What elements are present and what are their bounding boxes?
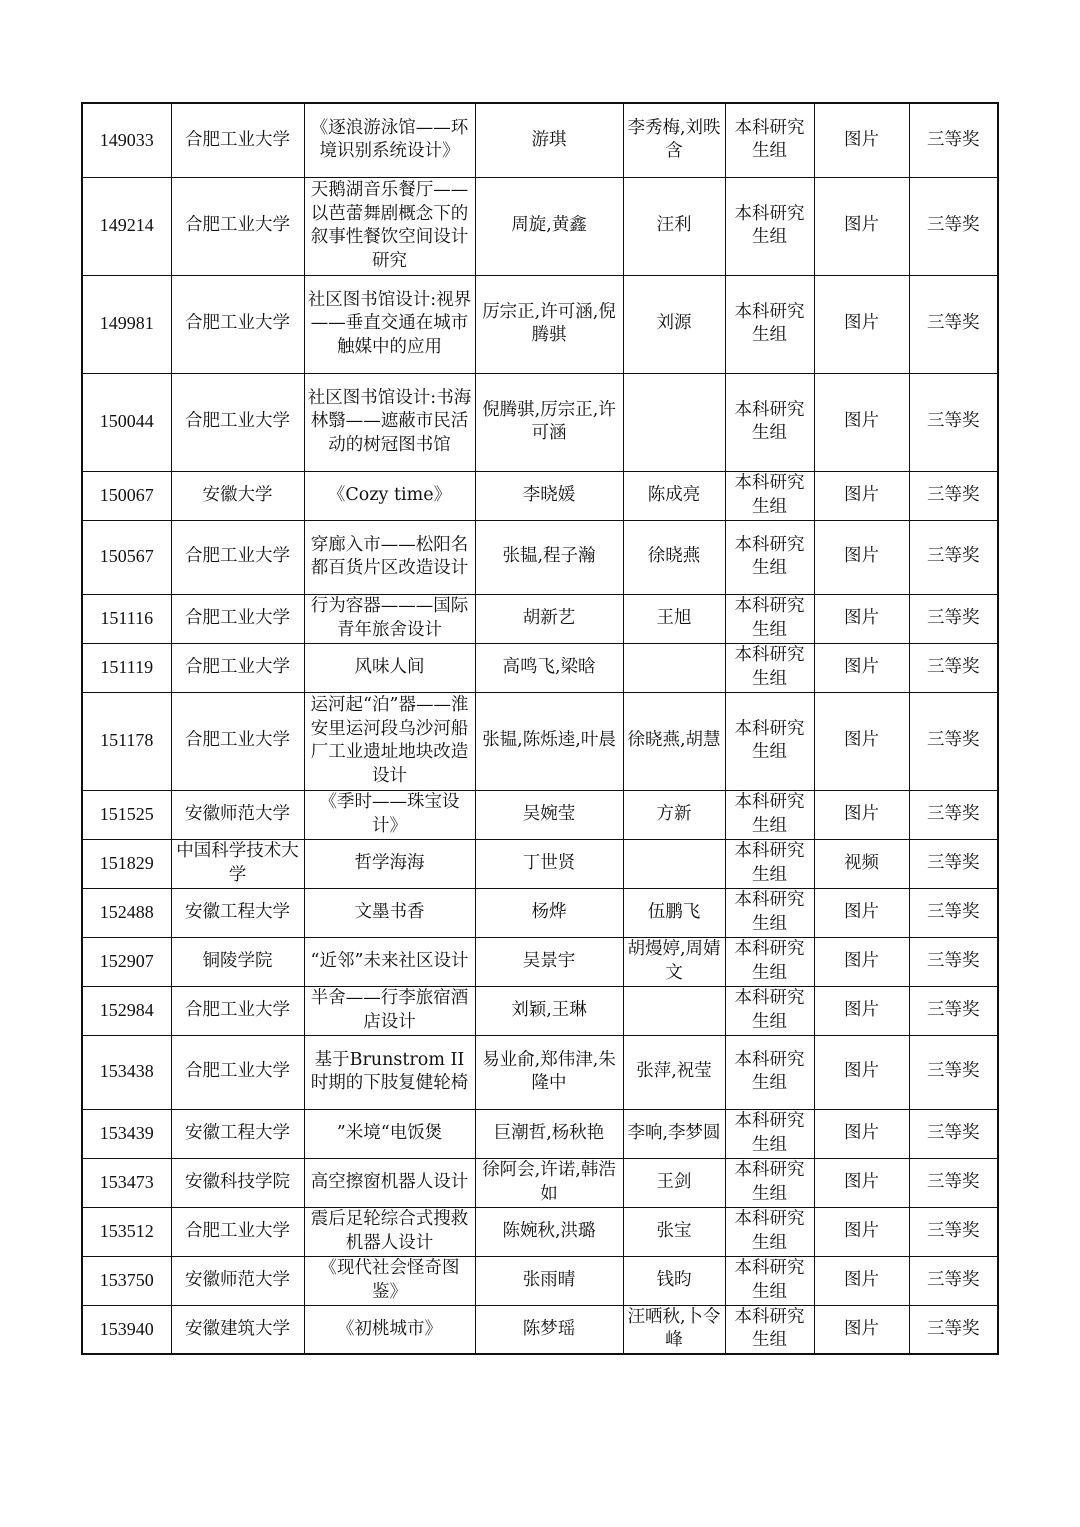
cell-work-title: 《季时——珠宝设计》 <box>304 790 475 839</box>
cell-advisor: 张萍,祝莹 <box>623 1035 725 1109</box>
cell-work-title: 基于Brunstrom II时期的下肢复健轮椅 <box>304 1035 475 1109</box>
cell-school: 安徽建筑大学 <box>171 1305 304 1354</box>
cell-group: 本科研究生组 <box>725 520 814 594</box>
cell-award: 三等奖 <box>909 594 998 643</box>
cell-authors: 李晓媛 <box>475 471 623 520</box>
cell-group: 本科研究生组 <box>725 1035 814 1109</box>
cell-authors: 张韫,陈烁逵,叶晨 <box>475 692 623 790</box>
cell-school: 铜陵学院 <box>171 937 304 986</box>
cell-media-type: 图片 <box>814 373 909 471</box>
cell-group: 本科研究生组 <box>725 937 814 986</box>
cell-group: 本科研究生组 <box>725 1207 814 1256</box>
cell-advisor: 徐晓燕,胡慧 <box>623 692 725 790</box>
cell-advisor: 王旭 <box>623 594 725 643</box>
cell-group: 本科研究生组 <box>725 643 814 692</box>
cell-advisor: 李秀梅,刘昳含 <box>623 103 725 177</box>
table-row <box>82 1035 998 1109</box>
cell-media-type: 图片 <box>814 1207 909 1256</box>
cell-school: 中国科学技术大学 <box>171 839 304 888</box>
cell-authors: 胡新艺 <box>475 594 623 643</box>
table-body <box>82 103 998 1354</box>
cell-advisor: 汪利 <box>623 177 725 275</box>
awards-table <box>81 102 999 1355</box>
cell-school: 安徽工程大学 <box>171 1109 304 1158</box>
cell-advisor <box>623 839 725 888</box>
cell-school: 合肥工业大学 <box>171 373 304 471</box>
table-row <box>82 790 998 839</box>
cell-entry-id: 152488 <box>82 888 171 937</box>
cell-media-type: 图片 <box>814 471 909 520</box>
cell-award: 三等奖 <box>909 177 998 275</box>
table-row <box>82 1158 998 1207</box>
cell-advisor: 刘源 <box>623 275 725 373</box>
cell-work-title: 《Cozy time》 <box>304 471 475 520</box>
cell-authors: 游琪 <box>475 103 623 177</box>
cell-school: 合肥工业大学 <box>171 177 304 275</box>
cell-authors: 陈梦瑶 <box>475 1305 623 1354</box>
cell-award: 三等奖 <box>909 471 998 520</box>
cell-entry-id: 149981 <box>82 275 171 373</box>
cell-work-title: 《逐浪游泳馆——环境识别系统设计》 <box>304 103 475 177</box>
cell-authors: 张韫,程子瀚 <box>475 520 623 594</box>
cell-entry-id: 153439 <box>82 1109 171 1158</box>
cell-entry-id: 151525 <box>82 790 171 839</box>
cell-group: 本科研究生组 <box>725 471 814 520</box>
table-row <box>82 888 998 937</box>
cell-media-type: 图片 <box>814 1256 909 1305</box>
cell-award: 三等奖 <box>909 1305 998 1354</box>
cell-work-title: 《初桃城市》 <box>304 1305 475 1354</box>
cell-media-type: 图片 <box>814 1035 909 1109</box>
cell-award: 三等奖 <box>909 692 998 790</box>
cell-work-title: 《现代社会怪奇图鉴》 <box>304 1256 475 1305</box>
cell-entry-id: 151178 <box>82 692 171 790</box>
cell-entry-id: 152984 <box>82 986 171 1035</box>
cell-group: 本科研究生组 <box>725 1305 814 1354</box>
table-row <box>82 692 998 790</box>
cell-work-title: “近邻”未来社区设计 <box>304 937 475 986</box>
cell-school: 合肥工业大学 <box>171 275 304 373</box>
cell-authors: 徐阿会,许诺,韩浩如 <box>475 1158 623 1207</box>
table-row <box>82 471 998 520</box>
table-row <box>82 1256 998 1305</box>
cell-group: 本科研究生组 <box>725 594 814 643</box>
cell-award: 三等奖 <box>909 986 998 1035</box>
table-row <box>82 986 998 1035</box>
table-row <box>82 839 998 888</box>
cell-work-title: 社区图书馆设计:视界——垂直交通在城市触媒中的应用 <box>304 275 475 373</box>
cell-media-type: 视频 <box>814 839 909 888</box>
table-row <box>82 594 998 643</box>
cell-media-type: 图片 <box>814 103 909 177</box>
cell-school: 合肥工业大学 <box>171 1035 304 1109</box>
cell-work-title: 文墨书香 <box>304 888 475 937</box>
table-row <box>82 177 998 275</box>
table-row <box>82 373 998 471</box>
cell-entry-id: 150067 <box>82 471 171 520</box>
cell-school: 安徽大学 <box>171 471 304 520</box>
cell-media-type: 图片 <box>814 790 909 839</box>
cell-authors: 周旋,黄鑫 <box>475 177 623 275</box>
table-row <box>82 937 998 986</box>
cell-group: 本科研究生组 <box>725 1256 814 1305</box>
cell-award: 三等奖 <box>909 937 998 986</box>
cell-advisor <box>623 643 725 692</box>
table-row <box>82 275 998 373</box>
cell-advisor: 李响,李梦圆 <box>623 1109 725 1158</box>
cell-entry-id: 153940 <box>82 1305 171 1354</box>
cell-award: 三等奖 <box>909 1035 998 1109</box>
cell-school: 合肥工业大学 <box>171 1207 304 1256</box>
cell-advisor: 张宝 <box>623 1207 725 1256</box>
cell-advisor: 陈成亮 <box>623 471 725 520</box>
cell-school: 安徽师范大学 <box>171 1256 304 1305</box>
cell-media-type: 图片 <box>814 1305 909 1354</box>
cell-media-type: 图片 <box>814 1109 909 1158</box>
cell-entry-id: 153750 <box>82 1256 171 1305</box>
cell-media-type: 图片 <box>814 643 909 692</box>
cell-authors: 厉宗正,许可涵,倪腾骐 <box>475 275 623 373</box>
cell-group: 本科研究生组 <box>725 1158 814 1207</box>
cell-group: 本科研究生组 <box>725 888 814 937</box>
cell-award: 三等奖 <box>909 790 998 839</box>
cell-authors: 丁世贤 <box>475 839 623 888</box>
cell-entry-id: 153438 <box>82 1035 171 1109</box>
cell-work-title: 穿廊入市——松阳名都百货片区改造设计 <box>304 520 475 594</box>
cell-media-type: 图片 <box>814 520 909 594</box>
cell-advisor: 钱昀 <box>623 1256 725 1305</box>
cell-advisor <box>623 373 725 471</box>
cell-work-title: 运河起“泊”器——淮安里运河段乌沙河船厂工业遗址地块改造设计 <box>304 692 475 790</box>
cell-advisor <box>623 986 725 1035</box>
cell-school: 合肥工业大学 <box>171 520 304 594</box>
cell-advisor: 徐晓燕 <box>623 520 725 594</box>
cell-entry-id: 150567 <box>82 520 171 594</box>
cell-entry-id: 149214 <box>82 177 171 275</box>
cell-work-title: 天鹅湖音乐餐厅——以芭蕾舞剧概念下的叙事性餐饮空间设计研究 <box>304 177 475 275</box>
table-row <box>82 520 998 594</box>
cell-authors: 高鸣飞,梁晗 <box>475 643 623 692</box>
cell-entry-id: 151119 <box>82 643 171 692</box>
cell-school: 合肥工业大学 <box>171 594 304 643</box>
table-row <box>82 1109 998 1158</box>
cell-entry-id: 153473 <box>82 1158 171 1207</box>
cell-school: 安徽师范大学 <box>171 790 304 839</box>
cell-school: 合肥工业大学 <box>171 986 304 1035</box>
cell-authors: 吴景宇 <box>475 937 623 986</box>
cell-award: 三等奖 <box>909 1256 998 1305</box>
cell-entry-id: 153512 <box>82 1207 171 1256</box>
cell-work-title: 风味人间 <box>304 643 475 692</box>
cell-award: 三等奖 <box>909 1158 998 1207</box>
cell-authors: 陈婉秋,洪璐 <box>475 1207 623 1256</box>
cell-authors: 巨潮哲,杨秋艳 <box>475 1109 623 1158</box>
cell-group: 本科研究生组 <box>725 1109 814 1158</box>
cell-award: 三等奖 <box>909 520 998 594</box>
cell-school: 合肥工业大学 <box>171 643 304 692</box>
cell-work-title: 哲学海海 <box>304 839 475 888</box>
table-row <box>82 643 998 692</box>
cell-award: 三等奖 <box>909 888 998 937</box>
cell-group: 本科研究生组 <box>725 986 814 1035</box>
cell-authors: 吴婉莹 <box>475 790 623 839</box>
cell-media-type: 图片 <box>814 594 909 643</box>
cell-group: 本科研究生组 <box>725 692 814 790</box>
cell-award: 三等奖 <box>909 1109 998 1158</box>
cell-group: 本科研究生组 <box>725 790 814 839</box>
cell-work-title: ”米境“电饭煲 <box>304 1109 475 1158</box>
cell-media-type: 图片 <box>814 275 909 373</box>
cell-entry-id: 149033 <box>82 103 171 177</box>
cell-school: 合肥工业大学 <box>171 692 304 790</box>
table-row <box>82 1207 998 1256</box>
cell-media-type: 图片 <box>814 692 909 790</box>
cell-award: 三等奖 <box>909 1207 998 1256</box>
cell-entry-id: 152907 <box>82 937 171 986</box>
cell-award: 三等奖 <box>909 373 998 471</box>
cell-entry-id: 151116 <box>82 594 171 643</box>
cell-award: 三等奖 <box>909 275 998 373</box>
cell-media-type: 图片 <box>814 1158 909 1207</box>
cell-work-title: 半舍——行李旅宿酒店设计 <box>304 986 475 1035</box>
cell-work-title: 行为容器———国际青年旅舍设计 <box>304 594 475 643</box>
table-row <box>82 1305 998 1354</box>
cell-authors: 杨烨 <box>475 888 623 937</box>
cell-advisor: 王剑 <box>623 1158 725 1207</box>
cell-group: 本科研究生组 <box>725 275 814 373</box>
table-row <box>82 103 998 177</box>
cell-entry-id: 150044 <box>82 373 171 471</box>
cell-entry-id: 151829 <box>82 839 171 888</box>
cell-media-type: 图片 <box>814 986 909 1035</box>
cell-advisor: 伍鹏飞 <box>623 888 725 937</box>
cell-award: 三等奖 <box>909 103 998 177</box>
cell-award: 三等奖 <box>909 643 998 692</box>
cell-media-type: 图片 <box>814 937 909 986</box>
cell-work-title: 震后足轮综合式搜救机器人设计 <box>304 1207 475 1256</box>
cell-work-title: 高空擦窗机器人设计 <box>304 1158 475 1207</box>
cell-group: 本科研究生组 <box>725 373 814 471</box>
cell-media-type: 图片 <box>814 177 909 275</box>
cell-media-type: 图片 <box>814 888 909 937</box>
cell-award: 三等奖 <box>909 839 998 888</box>
cell-authors: 刘颖,王琳 <box>475 986 623 1035</box>
cell-group: 本科研究生组 <box>725 103 814 177</box>
cell-advisor: 方新 <box>623 790 725 839</box>
cell-group: 本科研究生组 <box>725 177 814 275</box>
cell-advisor: 胡熳婷,周婧文 <box>623 937 725 986</box>
cell-authors: 易业俞,郑伟津,朱隆中 <box>475 1035 623 1109</box>
cell-authors: 张雨晴 <box>475 1256 623 1305</box>
cell-school: 合肥工业大学 <box>171 103 304 177</box>
cell-school: 安徽工程大学 <box>171 888 304 937</box>
cell-work-title: 社区图书馆设计:书海林翳——遮蔽市民活动的树冠图书馆 <box>304 373 475 471</box>
cell-authors: 倪腾骐,厉宗正,许可涵 <box>475 373 623 471</box>
cell-group: 本科研究生组 <box>725 839 814 888</box>
cell-school: 安徽科技学院 <box>171 1158 304 1207</box>
cell-advisor: 汪哂秋,卜令峰 <box>623 1305 725 1354</box>
